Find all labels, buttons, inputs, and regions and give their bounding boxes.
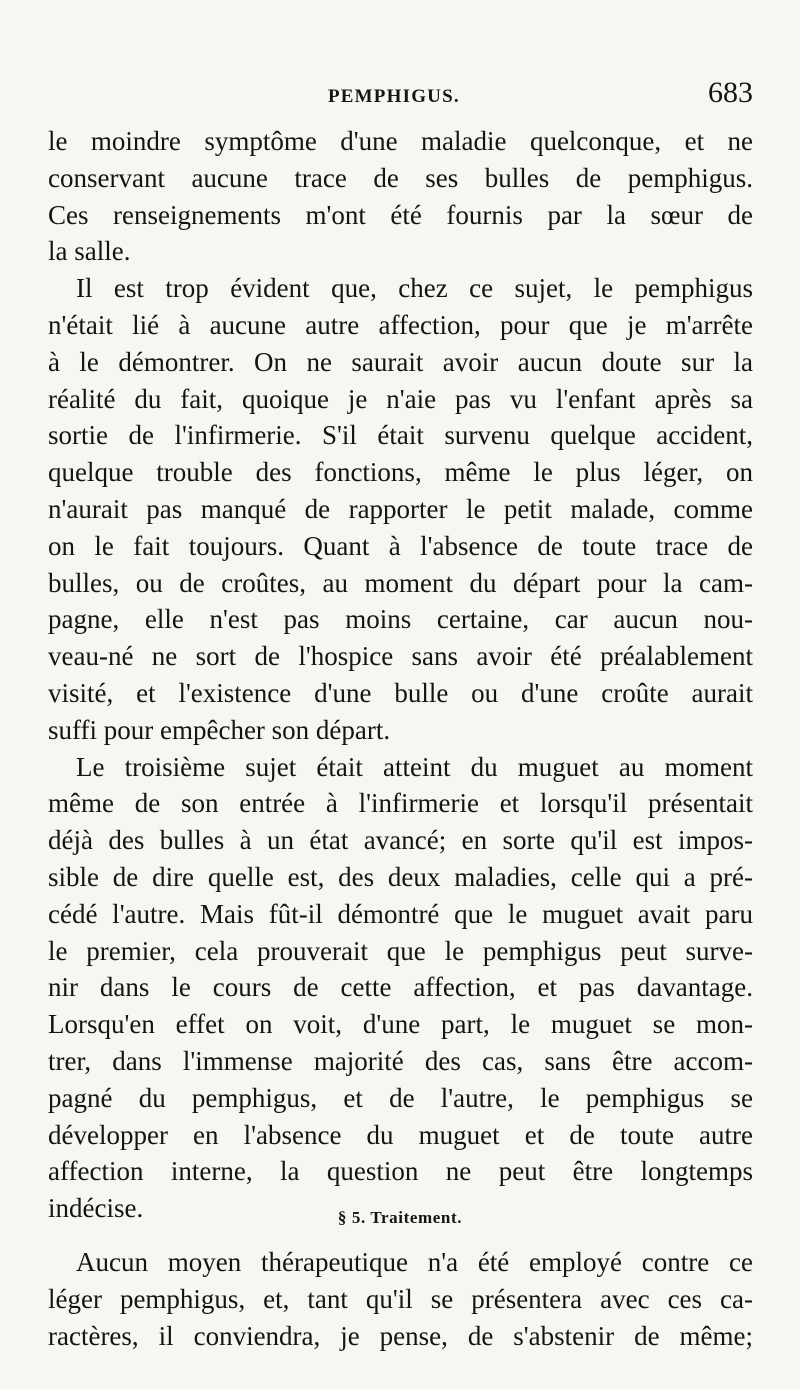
- text-line: le premier, cela prouverait que le pemphigus peut surve-: [48, 935, 753, 966]
- text-line: nir dans le cours de cette affection, et pas davantage.: [48, 972, 753, 1003]
- section-title: § 5. Traitement.: [337, 1208, 463, 1227]
- text-line: développer en l'absence du muguet et de toute autre: [48, 1119, 753, 1150]
- text-line: déjà des bulles à un état avancé; en sorte qu'il est impos-: [48, 825, 753, 856]
- text-line: sible de dire quelle est, des deux maladies, celle qui a pré-: [48, 861, 753, 892]
- text-line: n'était lié à aucune autre affection, pour que je m'arrête: [48, 309, 753, 340]
- text-line: bulles, ou de croûtes, au moment du départ pour la cam-: [48, 567, 753, 598]
- running-head: PEMPHIGUS.: [328, 86, 460, 107]
- text-line: veau-né ne sort de l'hospice sans avoir été préalablement: [48, 641, 753, 672]
- text-line: le moindre symptôme d'une maladie quelconque, et ne: [48, 126, 753, 156]
- text-line: affection interne, la question ne peut être longtemps: [48, 1156, 753, 1187]
- text-line: Le troisième sujet était atteint du muguet au moment: [76, 751, 753, 782]
- body-text: [48, 123, 753, 1227]
- text-line: conservant aucune trace de ses bulles de pemphigus.: [48, 162, 753, 193]
- text-line: léger pemphigus, et, tant qu'il se présentera avec ces ca-: [48, 1283, 753, 1314]
- page-header: [48, 76, 753, 116]
- text-line: quelque trouble des fonctions, même le plus léger, on: [48, 457, 753, 488]
- page-number: 683: [708, 76, 753, 109]
- text-line: sortie de l'infirmerie. S'il était survenu quelque accident,: [48, 420, 753, 451]
- text-line: Lorsqu'en effet on voit, d'une part, le muguet se mon-: [48, 1009, 753, 1040]
- text-line: indécise.: [48, 1193, 144, 1224]
- text-line: suffi pour empêcher son départ.: [48, 714, 391, 745]
- text-line: cédé l'autre. Mais fût-il démontré que le muguet avait paru: [48, 898, 753, 929]
- text-line: pagné du pemphigus, et de l'autre, le pemphigus se: [48, 1082, 753, 1113]
- text-line: on le fait toujours. Quant à l'absence de toute trace de: [48, 530, 753, 561]
- text-line: trer, dans l'immense majorité des cas, sans être accom-: [48, 1045, 753, 1076]
- text-line: ractères, il conviendra, je pense, de s'abstenir de même;: [48, 1320, 753, 1351]
- text-line: Aucun moyen thérapeutique n'a été employé contre ce: [76, 1247, 753, 1277]
- text-line: réalité du fait, quoique je n'aie pas vu l'enfant après sa: [48, 383, 753, 414]
- text-line: Il est trop évident que, chez ce sujet, le pemphigus: [76, 273, 753, 304]
- text-line: Ces renseignements m'ont été fournis par la sœur de: [48, 199, 753, 230]
- section-text: [48, 1244, 753, 1354]
- text-line: visité, et l'existence d'une bulle ou d'une croûte aurait: [48, 677, 753, 708]
- text-line: n'aurait pas manqué de rapporter le petit malade, comme: [48, 493, 753, 524]
- text-line: même de son entrée à l'infirmerie et lorsqu'il présentait: [48, 788, 753, 819]
- text-line: à le démontrer. On ne saurait avoir aucun doute sur la: [48, 346, 753, 377]
- text-line: la salle.: [48, 236, 131, 267]
- text-line: pagne, elle n'est pas moins certaine, car aucun nou-: [48, 604, 753, 635]
